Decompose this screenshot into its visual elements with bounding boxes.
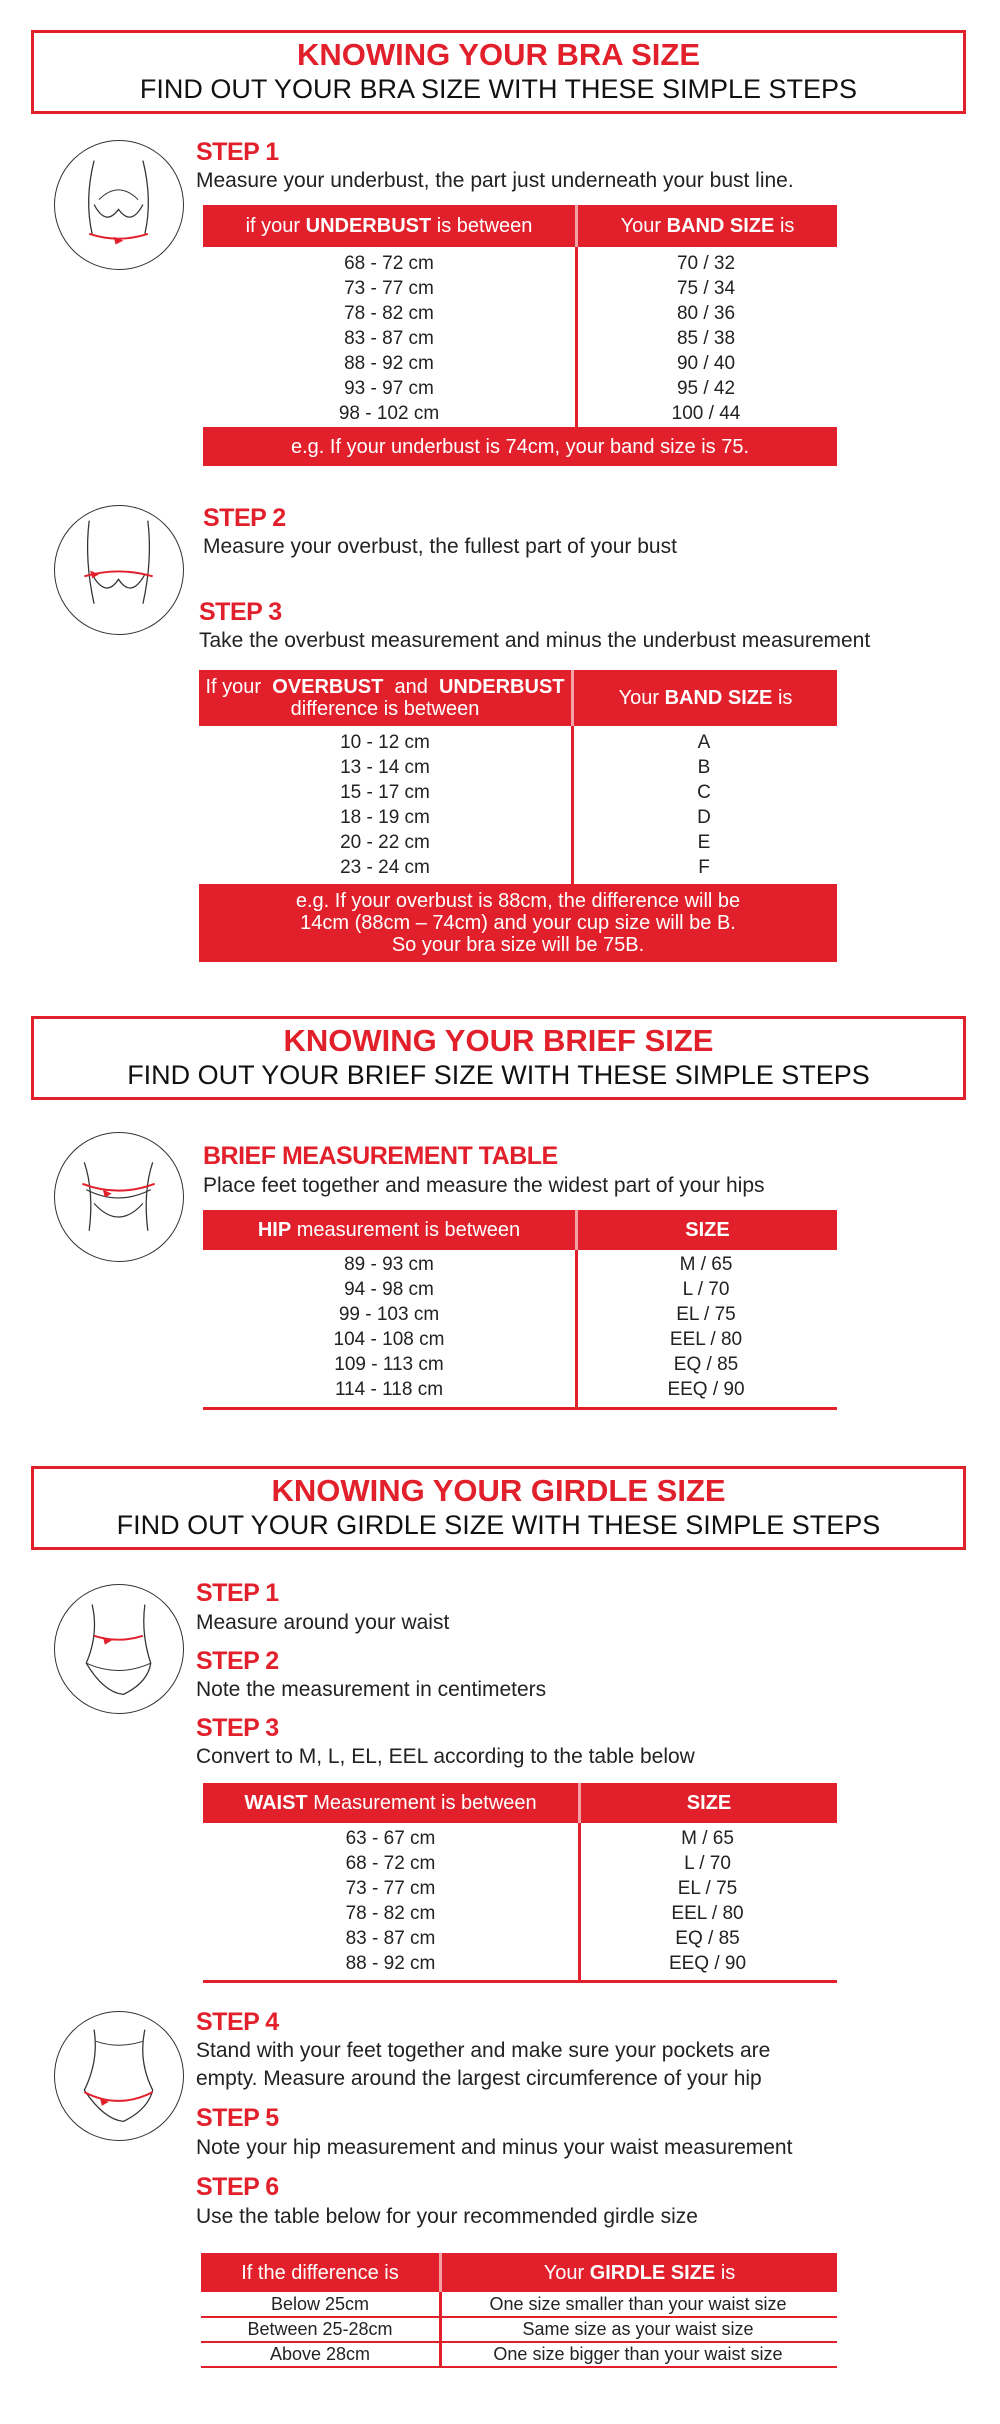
th-right-bold: BAND SIZE [666, 215, 775, 237]
bra-figure-icon [54, 140, 184, 270]
table-row [203, 1352, 837, 1377]
th-left-bold: HIP [257, 1219, 292, 1241]
th-right-post: is [720, 2261, 736, 2284]
table-row [201, 2318, 837, 2343]
girdle-recommendation: Same size as your waist size [522, 2319, 754, 2339]
table-row [203, 1876, 837, 1901]
girdle-step2-desc: Note the measurement in centimeters [196, 1678, 547, 1701]
girdle-size: EEQ / 90 [668, 1953, 747, 1974]
girdle-step6-desc: Use the table below for your recommended girdle size [196, 2205, 698, 2228]
underbust-range: 88 - 92 cm [344, 353, 434, 374]
brief-figure-icon [54, 1132, 184, 1262]
bra-band-table-body [203, 251, 837, 426]
band-size: 95 / 42 [676, 378, 736, 399]
girdle-banner [31, 1466, 966, 1550]
bra-cup-example-note [199, 884, 837, 962]
th-left-pre: if your [245, 215, 301, 237]
brief-size: EEL / 80 [669, 1329, 743, 1350]
table-row [203, 1826, 837, 1851]
brief-size: L / 70 [682, 1279, 730, 1300]
waist-range: 78 - 82 cm [345, 1903, 436, 1924]
underbust-range: 93 - 97 cm [344, 378, 434, 399]
table-divider [578, 1823, 581, 1983]
table-row [201, 2293, 837, 2318]
bra-step3-label: STEP 3 [199, 598, 282, 626]
difference-range: Below 25cm [270, 2294, 370, 2314]
table-bottom-rule [203, 1407, 837, 1410]
girdle-diff-table-header [201, 2253, 837, 2292]
table-row [203, 1951, 837, 1976]
girdle-size: EL / 75 [677, 1878, 738, 1899]
table-row [203, 1851, 837, 1876]
brief-desc: Place feet together and measure the widest part of your hips [203, 1174, 765, 1197]
note-line2: 14cm (88cm – 74cm) and your cup size will be B. [300, 912, 736, 934]
girdle-step4-label: STEP 4 [196, 2008, 279, 2036]
note-line3: So your bra size will be 75B. [391, 934, 645, 956]
cup-size: D [697, 807, 711, 828]
cup-size: E [697, 832, 711, 853]
table-row [199, 855, 837, 880]
girdle-step2-label: STEP 2 [196, 1647, 279, 1675]
table-divider [575, 1250, 578, 1410]
bra-step2-label: STEP 2 [203, 504, 286, 532]
th-left-line2: difference is between [290, 698, 480, 720]
waist-figure-icon [54, 1584, 184, 1714]
girdle-recommendation: One size smaller than your waist size [489, 2294, 787, 2314]
bra-cup-table-body [199, 730, 837, 880]
th-right-bold: BAND SIZE [664, 687, 773, 709]
th-left-bold: WAIST [244, 1792, 308, 1814]
bra-step2-desc: Measure your overbust, the fullest part of your bust [203, 535, 677, 558]
table-row [203, 1302, 837, 1327]
table-row [201, 2343, 837, 2368]
girdle-recommendation: One size bigger than your waist size [493, 2344, 783, 2364]
th-left-post: is between [436, 215, 533, 237]
girdle-step4-desc-line2: empty. Measure around the largest circumference of your hip [196, 2067, 762, 2090]
table-row [199, 755, 837, 780]
th-right-post: is [779, 215, 795, 237]
bra-subtitle: FIND OUT YOUR BRA SIZE WITH THESE SIMPLE STEPS [139, 74, 858, 104]
table-row [203, 401, 837, 426]
th-left-post: measurement is between [296, 1219, 521, 1241]
underbust-range: 83 - 87 cm [344, 328, 434, 349]
th-left-pre: If your [205, 676, 267, 698]
girdle-step3-desc: Convert to M, L, EL, EEL according to the table below [196, 1745, 695, 1768]
hip-range: 89 - 93 cm [344, 1254, 434, 1275]
table-row [203, 1926, 837, 1951]
th-left-post: Measurement is between [313, 1792, 537, 1814]
cup-size: A [697, 732, 711, 753]
girdle-title: KNOWING YOUR GIRDLE SIZE [271, 1473, 726, 1508]
table-row [203, 326, 837, 351]
brief-banner [31, 1016, 966, 1100]
table-row [199, 780, 837, 805]
bra-band-table-header [203, 205, 837, 247]
table-bottom-rule [203, 1980, 837, 1983]
hip-range: 99 - 103 cm [338, 1304, 440, 1325]
cup-size: C [697, 782, 711, 803]
girdle-size: EEL / 80 [671, 1903, 744, 1924]
table-row [199, 805, 837, 830]
th-right-pre: Your [618, 687, 660, 709]
brief-table-body [203, 1252, 837, 1402]
table-row [203, 1377, 837, 1402]
hip-range: 104 - 108 cm [333, 1329, 445, 1350]
th-left-bold2: UNDERBUST [438, 676, 565, 698]
brief-heading: BRIEF MEASUREMENT TABLE [203, 1142, 558, 1170]
brief-size: EL / 75 [676, 1304, 736, 1325]
girdle-step5-desc: Note your hip measurement and minus your waist measurement [196, 2136, 793, 2159]
note-line1: e.g. If your overbust is 88cm, the difference will be [295, 890, 741, 912]
bra-banner [31, 30, 966, 114]
table-row [203, 1901, 837, 1926]
table-row [203, 351, 837, 376]
th-right-pre: Your [620, 215, 662, 237]
girdle-size: EQ / 85 [675, 1928, 740, 1949]
girdle-step4-desc-line1: Stand with your feet together and make sure your pockets are [196, 2039, 771, 2062]
cup-size: B [697, 757, 711, 778]
underbust-range: 98 - 102 cm [338, 403, 440, 424]
table-divider [571, 726, 574, 886]
hip-range: 114 - 118 cm [334, 1379, 444, 1400]
bra-step1-desc: Measure your underbust, the part just underneath your bust line. [196, 169, 794, 192]
hip-range: 109 - 113 cm [334, 1354, 444, 1375]
underbust-range: 73 - 77 cm [344, 278, 434, 299]
th-left-mid: and [388, 676, 434, 698]
cup-size: F [698, 857, 710, 878]
table-row [203, 301, 837, 326]
band-size: 100 / 44 [671, 403, 741, 424]
girdle-step6-label: STEP 6 [196, 2173, 279, 2201]
difference-range: 10 - 12 cm [340, 732, 430, 753]
girdle-step5-label: STEP 5 [196, 2104, 279, 2132]
table-row [203, 276, 837, 301]
bra-step1-label: STEP 1 [196, 138, 279, 166]
difference-range: 23 - 24 cm [340, 857, 430, 878]
difference-range: 18 - 19 cm [340, 807, 430, 828]
brief-size: M / 65 [679, 1254, 733, 1275]
bra-cup-table-header [199, 670, 837, 726]
brief-table-header [203, 1210, 837, 1250]
girdle-subtitle: FIND OUT YOUR GIRDLE SIZE WITH THESE SIMPLE STEPS [116, 1510, 881, 1540]
table-divider [575, 247, 578, 427]
th-right-bold: GIRDLE SIZE [589, 2261, 716, 2284]
girdle-step1-label: STEP 1 [196, 1579, 279, 1607]
girdle-step3-label: STEP 3 [196, 1714, 279, 1742]
underbust-range: 68 - 72 cm [344, 253, 434, 274]
band-size: 80 / 36 [676, 303, 736, 324]
girdle-size: L / 70 [684, 1853, 731, 1874]
waist-range: 73 - 77 cm [345, 1878, 436, 1899]
bra-band-example-note: e.g. If your underbust is 74cm, your band size is 75. [203, 427, 837, 466]
difference-range: 20 - 22 cm [340, 832, 430, 853]
bust-figure-icon [54, 505, 184, 635]
table-row [199, 730, 837, 755]
brief-subtitle: FIND OUT YOUR BRIEF SIZE WITH THESE SIMPLE STEPS [127, 1060, 870, 1090]
brief-title: KNOWING YOUR BRIEF SIZE [283, 1023, 714, 1058]
bra-title: KNOWING YOUR BRA SIZE [296, 37, 700, 72]
girdle-waist-table-body [203, 1826, 837, 1976]
waist-range: 88 - 92 cm [345, 1953, 436, 1974]
waist-range: 83 - 87 cm [345, 1928, 436, 1949]
hip-figure-icon [54, 2011, 184, 2141]
table-row [203, 1252, 837, 1277]
girdle-waist-table-header [203, 1783, 837, 1823]
difference-range: 13 - 14 cm [340, 757, 430, 778]
band-size: 85 / 38 [676, 328, 736, 349]
th-right: SIZE [685, 1219, 730, 1241]
th-left: If the difference is [241, 2261, 399, 2284]
table-divider [439, 2292, 442, 2368]
waist-range: 63 - 67 cm [345, 1828, 436, 1849]
difference-range: Above 28cm [269, 2344, 371, 2364]
girdle-diff-table-body [201, 2293, 837, 2368]
table-row [203, 1327, 837, 1352]
th-right: SIZE [686, 1792, 732, 1814]
table-row [203, 251, 837, 276]
band-size: 70 / 32 [676, 253, 736, 274]
table-row [203, 376, 837, 401]
th-left-bold1: OVERBUST [272, 676, 384, 698]
difference-range: Between 25-28cm [247, 2319, 393, 2339]
girdle-step1-desc: Measure around your waist [196, 1611, 450, 1634]
brief-size: EEQ / 90 [667, 1379, 745, 1400]
table-row [199, 830, 837, 855]
hip-range: 94 - 98 cm [344, 1279, 434, 1300]
difference-range: 15 - 17 cm [340, 782, 430, 803]
waist-range: 68 - 72 cm [345, 1853, 436, 1874]
th-right-pre: Your [543, 2261, 585, 2284]
band-size: 75 / 34 [676, 278, 736, 299]
bra-step3-desc: Take the overbust measurement and minus the underbust measurement [199, 629, 871, 652]
girdle-size: M / 65 [681, 1828, 734, 1849]
band-size: 90 / 40 [676, 353, 736, 374]
brief-size: EQ / 85 [673, 1354, 739, 1375]
underbust-range: 78 - 82 cm [344, 303, 434, 324]
th-left-bold: UNDERBUST [305, 215, 432, 237]
th-right-post: is [777, 687, 793, 709]
table-row [203, 1277, 837, 1302]
